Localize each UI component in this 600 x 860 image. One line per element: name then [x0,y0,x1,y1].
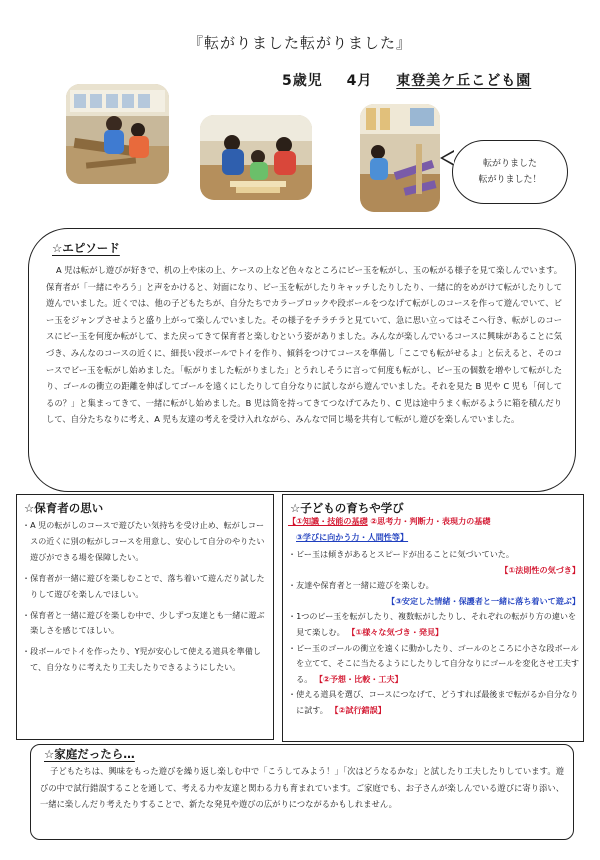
photo-marble-play [66,84,169,184]
growth-item-label: 【③安定した情緒・保護者と一緒に落ち着いて遊ぶ】 [386,595,580,606]
bubble-line-2: 転がりました！ [478,175,542,185]
growth-heading: ☆子どもの育ちや学び [290,501,404,515]
episode-heading: ☆エピソード [52,241,120,255]
list-item: ・保育者が一緒に遊びを楽しむことで、落ち着いて遊んだり試したりして遊びを楽しんでほしい。 [22,572,265,599]
list-item [288,547,580,578]
list-item: ・段ボールでトイを作ったり、Y児が安心して使える道具を準備して、自分なりに考えたり工夫したりできるようにしたい。 [22,646,261,673]
growth-item-label: 【①法則性の気づき】 [500,564,580,575]
page-title: 『転がりました転がりました』 [187,34,412,52]
growth-item-text: ・ビー玉のゴールの衝立を遠くに動かしたり、ゴールのところに小さな段ボールを立てて、そこに当たるようにしたりして自分なりにゴールを変化させ工夫する。 [288,642,580,684]
school-name: 東登美ケ丘こども園 [396,73,532,89]
list-item [288,641,580,688]
category-2: ②思考力・判断力・表現力の基礎 [370,516,491,526]
category-3: ③学びに向かう力・人間性等】 [296,531,409,542]
bubble-text [452,156,568,188]
growth-item-text: ・ビー玉は傾きがあるとスピードが出ることに気づいていた。 [288,549,514,559]
list-item: ・A 児の転がしのコースで遊びたい気持ちを受け止め、転がしコースの近くに別の転がしコースを用意し、安心して自分のやりたい遊びができる場を保障したい。 [22,520,265,562]
episode-body: A 児は転がし遊びが好きで、机の上や床の上、ケースの上など色々なところにビー玉を転がし、玉の転がる様子を見て楽しんでいます。保育者が「一緒にやろう」と声をかけると、対面になり、ビー玉を転がしたりキャッチしたりしたり、一緒に的をめがけて転がしたりして遊んでいました。近くでは、他の子どもたちが、自分たちでカラーブロックや段ボールをつなげて転がしのコースを作って遊んでいて、ビー玉をジャンプさせようと盛り上がって楽しんでいました。その様子をチラチラと見ていて、急に思い立ってはそこへ行き、転がしのコースにビー玉を何度か転がして、また戻ってきて保育者と楽しむという姿がありました。みんなが楽しんでいるコースに興味があることに気づき、みんなのコースの近くに、細長い段ボールでトイを作り、傾斜をつけてコースを準備し「ここでも転がせるよ」と伝えると、そのコースでビー玉を転がし始めました。「転がりました転がりました」とうれしそうに言って何度も転がし、ビー玉の個数を増やして転がしたり、ゴールの衝立の距離を伸ばしてゴールを遠くにしたりして自分なりに試しながら遊んでいました。それを見た B 児や C 児も「何してるの？」と集まってきて、一緒に転がし始めました。B 児は筒を持ってきてつなげてみたり、C 児は途中うまく転がるように箱を積んだりして、自分たちなりに考え、A 児も友達の考えを受け入れながら、みんなで同じ場を共有して転がし遊びを楽しんでいました。 [46,265,562,425]
home-heading: ☆家庭だったら… [44,747,135,761]
growth-item-text: ・1つのビー玉を転がしたり、複数転がしたりし、それぞれの転がり方の違いを見て楽しむ。 [288,611,577,637]
class-info [282,70,531,90]
growth-item-label: 【②試行錯誤】 [330,704,386,715]
photo-pole-course [360,104,440,212]
growth-categories [288,514,580,545]
photo-floor-course [200,115,312,200]
list-item [288,578,580,609]
growth-item-label: 【①様々な気づき・発見】 [347,626,444,637]
list-item [288,687,580,718]
growth-item-text: ・使える道具を選び、コースにつなげて、どうすれば最後まで転がるか自分なりに試す。 [288,689,579,715]
home-body: 子どもたちは、興味をもった遊びを繰り返し楽しむ中で「こうしてみよう！」「次はどうなるかな」と試したり工夫したりしています。遊びの中で試行錯誤することを通して、考える力や友達と関わる力も育まれています。ご家庭でも、お子さんが楽しんでいる遊びに寄り添い、一緒に楽しんだり考えたりすることで、新たな発見や遊びの広がりにつながるかもしれません。 [40,766,564,809]
category-1: 【①知識・技能の基礎 [288,516,368,526]
list-item: ・保育者と一緒に遊びを楽しむ中で、少しずつ友達とも一緒に遊ぶ楽しさを感じてほしい。 [22,609,265,636]
month-label: 4月 [346,73,373,89]
growth-item-label: 【②予想・比較・工夫】 [314,673,403,684]
teacher-thoughts-heading: ☆保育者の思い [24,501,104,515]
growth-list [288,547,580,719]
list-item [288,609,580,640]
age-label: 5歳児 [282,73,323,89]
growth-item-text: ・友達や保育者と一緒に遊びを楽しむ。 [288,580,434,591]
bubble-line-1: 転がりました [482,159,537,169]
teacher-thoughts-list [22,518,270,681]
